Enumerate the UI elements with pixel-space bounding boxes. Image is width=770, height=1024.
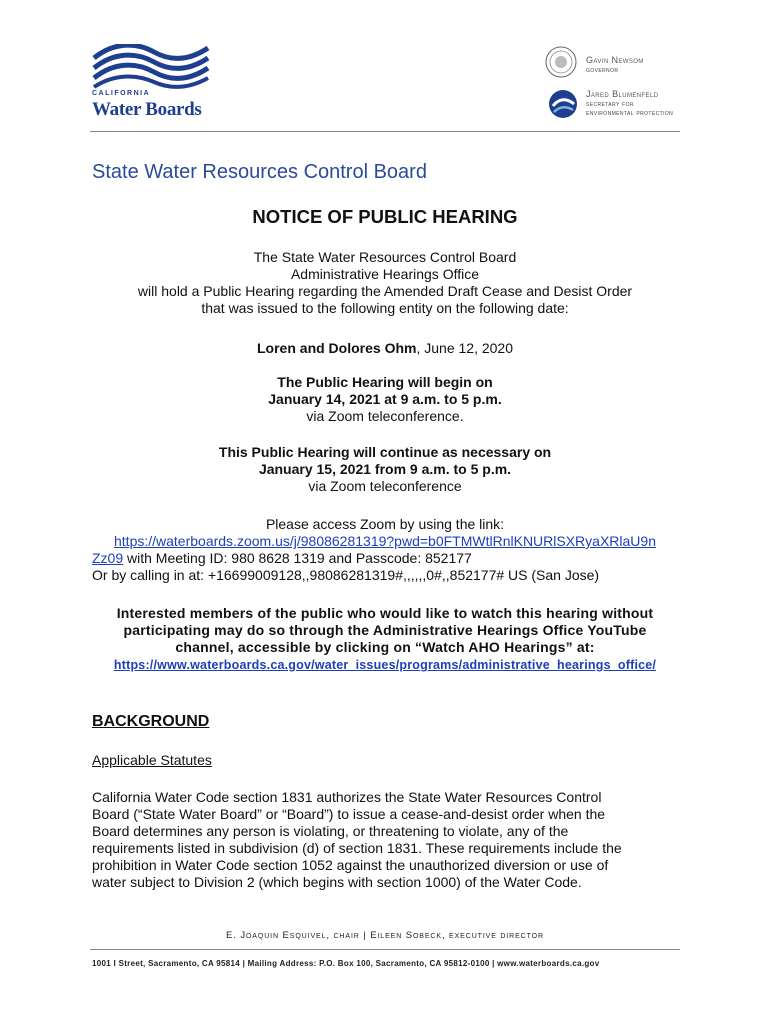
aho-hearings-link[interactable]: https://www.waterboards.ca.gov/water_issues/programs/administrative_hearings_office/ — [113, 658, 657, 672]
youtube-line: channel, accessible by clicking on “Watch AHO Hearings” at: — [175, 639, 595, 655]
zoom-details — [92, 550, 692, 584]
paragraph-line: prohibition in Water Code section 1052 against the unauthorized diversion or use of — [92, 857, 609, 873]
logo-california-text: CALIFORNIA — [92, 90, 151, 97]
paragraph-line: California Water Code section 1831 authorizes the State Water Resources Control — [92, 789, 602, 805]
youtube-block — [80, 605, 690, 674]
intro-block — [80, 249, 690, 317]
zoom-meeting-info: with Meeting ID: 980 8628 1319 and Passcode: 852177 — [123, 550, 472, 566]
background-heading: BACKGROUND — [92, 713, 210, 730]
hearing-begin-block — [80, 374, 690, 425]
paragraph-line: Board (“State Water Board” or “Board”) to issue a cease-and-desist order when the — [92, 806, 606, 822]
zoom-intro: Please access Zoom by using the link: — [265, 516, 505, 532]
paragraph-line: requirements listed in subdivision (d) of section 1831. These requirements include the — [92, 840, 622, 856]
entity-date: , June 12, 2020 — [416, 340, 513, 356]
zoom-link[interactable]: https://waterboards.zoom.us/j/98086281319?pwd=b0FTMWtlRnlKNURlSXRyaXRlaU9n — [114, 533, 656, 549]
calepa-logo-icon — [547, 88, 579, 120]
intro-line: Administrative Hearings Office — [290, 266, 480, 282]
footer-address: 1001 I Street, Sacramento, CA 95814 | Mailing Address: P.O. Box 100, Sacramento, CA 95812-0100 | www.waterboards.ca.gov — [92, 959, 600, 968]
hearing-continue-block — [80, 444, 690, 495]
hearing-continue-venue: via Zoom teleconference — [308, 478, 462, 494]
footer-divider — [90, 949, 680, 950]
zoom-block — [80, 516, 690, 550]
background-paragraph — [92, 789, 692, 891]
hearing-continue-date: January 15, 2021 from 9 a.m. to 5 p.m. — [258, 461, 512, 477]
hearing-begin-venue: via Zoom teleconference. — [306, 408, 464, 424]
zoom-phone-info: Or by calling in at: +16699009128,,98086281319#,,,,,,0#,,852177# US (San Jose) — [92, 567, 600, 583]
governor-block — [586, 56, 644, 74]
intro-line: that was issued to the following entity on the following date: — [201, 300, 569, 316]
hearing-continue-line: This Public Hearing will continue as necessary on — [218, 444, 552, 460]
governor-title: governor — [586, 65, 619, 74]
org-title: State Water Resources Control Board — [92, 161, 427, 183]
youtube-line: participating may do so through the Administrative Hearings Office YouTube — [123, 622, 647, 638]
secretary-title-line2: environmental protection — [586, 108, 674, 117]
secretary-block — [586, 90, 673, 117]
state-seal-icon — [545, 46, 577, 78]
header-divider — [90, 131, 680, 132]
zoom-link-continued[interactable]: Zz09 — [92, 550, 124, 566]
intro-line: will hold a Public Hearing regarding the Amended Draft Cease and Desist Order — [137, 283, 633, 299]
governor-name: Gavin Newsom — [586, 55, 644, 65]
entity-name: Loren and Dolores Ohm — [257, 340, 417, 356]
notice-title: NOTICE OF PUBLIC HEARING — [252, 206, 518, 227]
secretary-name: Jared Blumenfeld — [586, 89, 659, 99]
entity-line — [80, 340, 690, 357]
hearing-begin-line: The Public Hearing will begin on — [277, 374, 493, 390]
hearing-begin-date: January 14, 2021 at 9 a.m. to 5 p.m. — [268, 391, 502, 407]
water-boards-logo-waves — [92, 44, 210, 92]
paragraph-line: Board determines any person is violating, or threatening to violate, any of the — [92, 823, 569, 839]
logo-water-boards-text: Water Boards — [92, 99, 202, 120]
applicable-statutes-heading: Applicable Statutes — [92, 752, 212, 768]
intro-line: The State Water Resources Control Board — [253, 249, 517, 265]
paragraph-line: water subject to Division 2 (which begins with section 1000) of the Water Code. — [92, 874, 582, 890]
footer-names: E. Joaquin Esquivel, chair | Eileen Sobeck, executive director — [226, 930, 544, 941]
youtube-line: Interested members of the public who would like to watch this hearing without — [116, 605, 654, 621]
secretary-title-line1: secretary for — [586, 99, 634, 108]
